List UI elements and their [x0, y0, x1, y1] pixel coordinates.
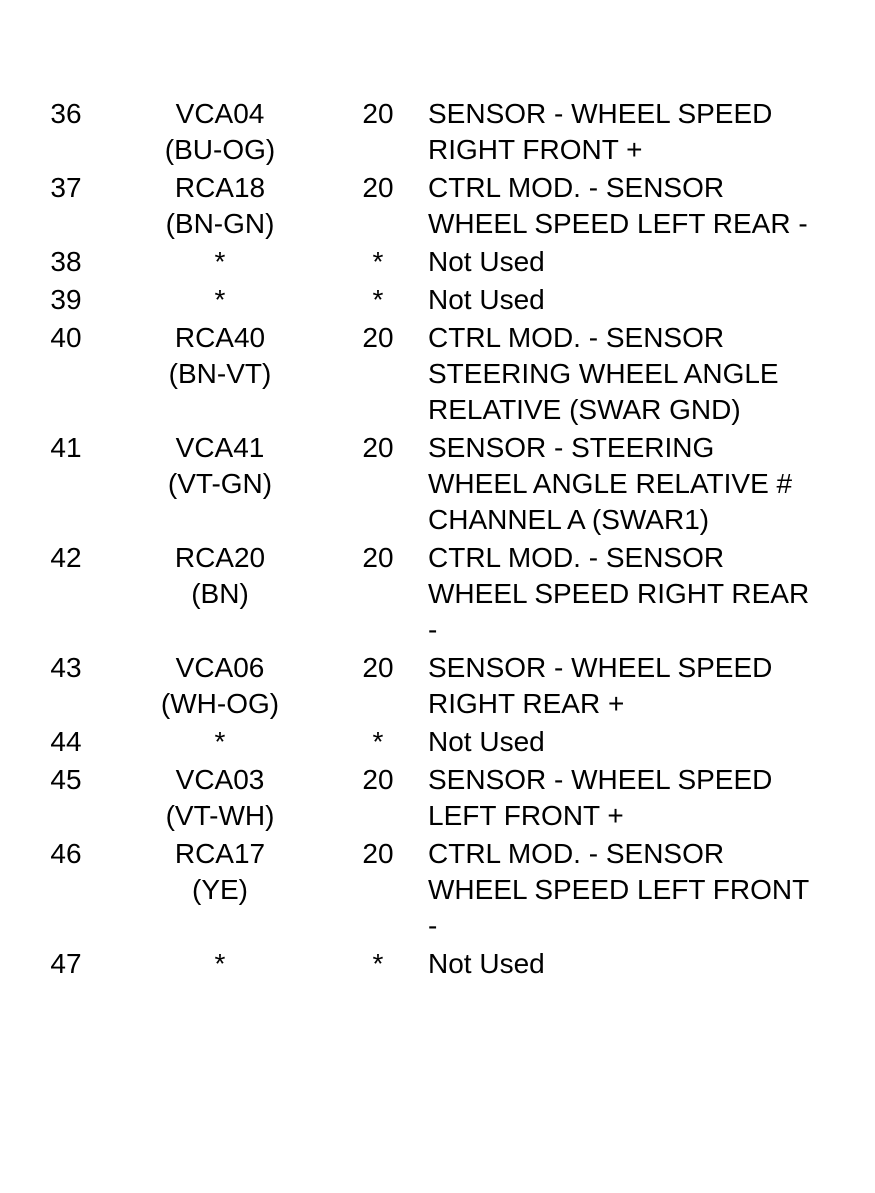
description-line: SENSOR - WHEEL SPEED — [428, 98, 773, 129]
table-row — [20, 282, 855, 320]
circuit-code: VCA41 — [175, 432, 265, 463]
table-row — [20, 836, 855, 946]
circuit-cell — [112, 170, 328, 244]
wire-gauge: 20 — [362, 652, 394, 683]
circuit-code: * — [214, 726, 226, 757]
pin-number: 39 — [50, 284, 82, 315]
description-line: WHEEL SPEED RIGHT REAR — [428, 578, 810, 609]
circuit-color-code: (BN) — [191, 578, 249, 609]
circuit-description — [428, 282, 855, 320]
circuit-code: RCA20 — [174, 542, 266, 573]
circuit-description — [428, 320, 855, 430]
circuit-cell — [112, 96, 328, 170]
circuit-cell — [112, 320, 328, 430]
wire-gauge: * — [372, 948, 384, 979]
circuit-description — [428, 762, 855, 836]
table-row — [20, 430, 855, 540]
description-line: CTRL MOD. - SENSOR — [428, 322, 725, 353]
description-line: SENSOR - STEERING — [428, 432, 715, 463]
description-line: - — [428, 910, 438, 941]
circuit-color-code: (VT-WH) — [165, 800, 275, 831]
table-row — [20, 946, 855, 984]
pin-number: 41 — [50, 432, 82, 463]
pinout-table-body — [20, 96, 855, 984]
description-line: WHEEL ANGLE RELATIVE # — [428, 468, 793, 499]
circuit-description — [428, 96, 855, 170]
wire-gauge: 20 — [362, 172, 394, 203]
table-row — [20, 762, 855, 836]
circuit-code: * — [214, 284, 226, 315]
description-line: WHEEL SPEED LEFT FRONT — [428, 874, 810, 905]
description-line: Not Used — [428, 726, 545, 757]
pin-number: 45 — [50, 764, 82, 795]
description-line: Not Used — [428, 246, 545, 277]
description-line: CHANNEL A (SWAR1) — [428, 504, 710, 535]
description-line: Not Used — [428, 948, 545, 979]
circuit-description — [428, 650, 855, 724]
wire-gauge: 20 — [362, 764, 394, 795]
pin-number: 36 — [50, 98, 82, 129]
table-row — [20, 170, 855, 244]
circuit-code: * — [214, 948, 226, 979]
circuit-cell — [112, 282, 328, 320]
pin-number: 37 — [50, 172, 82, 203]
wire-gauge: * — [372, 284, 384, 315]
circuit-code: VCA04 — [175, 98, 265, 129]
table-row — [20, 96, 855, 170]
circuit-code: VCA03 — [175, 764, 265, 795]
description-line: RIGHT FRONT + — [428, 134, 643, 165]
description-line: SENSOR - WHEEL SPEED — [428, 652, 773, 683]
pin-number: 42 — [50, 542, 82, 573]
circuit-cell — [112, 762, 328, 836]
wire-gauge: 20 — [362, 838, 394, 869]
circuit-code: VCA06 — [175, 652, 265, 683]
pin-number: 44 — [50, 726, 82, 757]
wire-gauge: * — [372, 726, 384, 757]
description-line: SENSOR - WHEEL SPEED — [428, 764, 773, 795]
circuit-color-code: (YE) — [192, 874, 248, 905]
circuit-color-code: (BN-GN) — [165, 208, 275, 239]
circuit-description — [428, 244, 855, 282]
wire-gauge: 20 — [362, 98, 394, 129]
description-line: WHEEL SPEED LEFT REAR - — [428, 208, 808, 239]
description-line: CTRL MOD. - SENSOR — [428, 838, 725, 869]
circuit-code: RCA18 — [174, 172, 266, 203]
wire-gauge: 20 — [362, 322, 394, 353]
wire-gauge: 20 — [362, 542, 394, 573]
table-row — [20, 540, 855, 650]
description-line: LEFT FRONT + — [428, 800, 624, 831]
circuit-cell — [112, 946, 328, 984]
circuit-cell — [112, 430, 328, 540]
circuit-code: RCA17 — [174, 838, 266, 869]
wire-gauge: 20 — [362, 432, 394, 463]
description-line: Not Used — [428, 284, 545, 315]
circuit-description — [428, 430, 855, 540]
circuit-color-code: (VT-GN) — [167, 468, 273, 499]
description-line: RELATIVE (SWAR GND) — [428, 394, 741, 425]
circuit-description — [428, 724, 855, 762]
circuit-cell — [112, 650, 328, 724]
table-row — [20, 724, 855, 762]
pin-number: 46 — [50, 838, 82, 869]
pin-number: 43 — [50, 652, 82, 683]
pin-number: 47 — [50, 948, 82, 979]
circuit-description — [428, 946, 855, 984]
circuit-description — [428, 540, 855, 650]
pinout-table — [20, 96, 855, 984]
description-line: CTRL MOD. - SENSOR — [428, 172, 725, 203]
circuit-code: * — [214, 246, 226, 277]
description-line: CTRL MOD. - SENSOR — [428, 542, 725, 573]
table-row — [20, 320, 855, 430]
circuit-color-code: (BU-OG) — [164, 134, 276, 165]
description-line: RIGHT REAR + — [428, 688, 625, 719]
circuit-code: RCA40 — [174, 322, 266, 353]
circuit-description — [428, 836, 855, 946]
circuit-cell — [112, 724, 328, 762]
description-line: STEERING WHEEL ANGLE — [428, 358, 779, 389]
circuit-cell — [112, 836, 328, 946]
pin-number: 40 — [50, 322, 82, 353]
description-line: - — [428, 614, 438, 645]
circuit-description — [428, 170, 855, 244]
circuit-cell — [112, 540, 328, 650]
wire-gauge: * — [372, 246, 384, 277]
pin-number: 38 — [50, 246, 82, 277]
circuit-color-code: (WH-OG) — [160, 688, 280, 719]
circuit-cell — [112, 244, 328, 282]
circuit-color-code: (BN-VT) — [168, 358, 272, 389]
table-row — [20, 650, 855, 724]
table-row — [20, 244, 855, 282]
